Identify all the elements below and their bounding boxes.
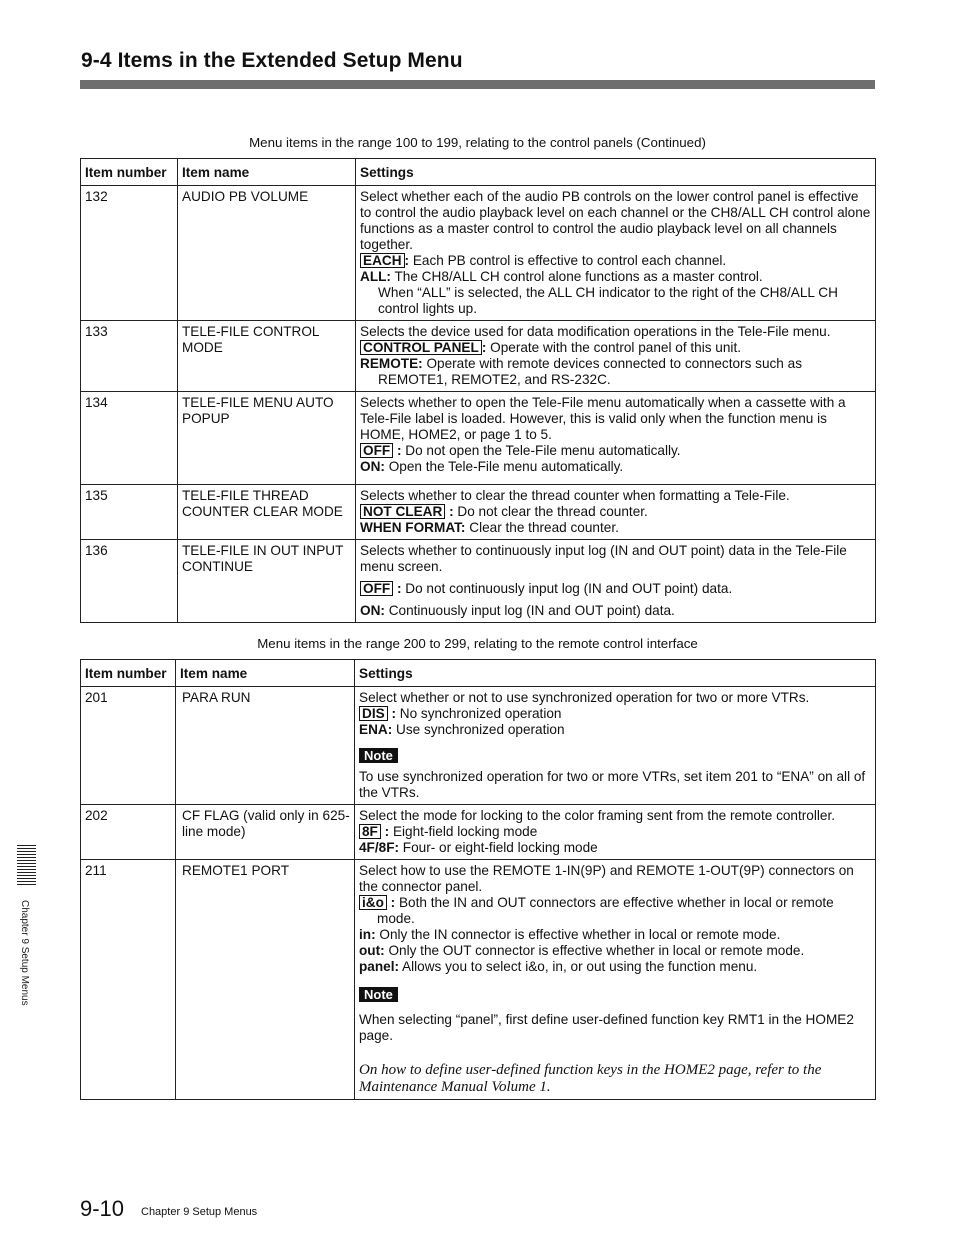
item-name: REMOTE1 PORT — [176, 860, 355, 1100]
setting-option: i&o : Both the IN and OUT connectors are effective whether in local or remote — [359, 895, 871, 911]
default-value-box: i&o — [359, 895, 387, 910]
col-header-settings: Settings — [355, 660, 876, 687]
note-label: Note — [359, 987, 398, 1002]
col-header-item-name: Item name — [178, 159, 356, 186]
table-row — [81, 485, 876, 540]
item-number: 201 — [81, 687, 176, 805]
setting-option: panel: Allows you to select i&o, in, or out using the function menu. — [359, 959, 758, 974]
item-name: TELE-FILE THREAD COUNTER CLEAR MODE — [178, 485, 356, 540]
setting-option: EACH : Each PB control is effective to control each channel. — [360, 253, 871, 269]
setting-option: 4F/8F: Four- or eight-field locking mode — [359, 840, 598, 855]
table2 — [80, 659, 876, 1100]
item-name: PARA RUN — [176, 687, 355, 805]
table-row — [81, 540, 876, 623]
item-number: 211 — [81, 860, 176, 1100]
setting-option: CONTROL PANEL : Operate with the control panel of this unit. — [360, 340, 871, 356]
item-settings — [355, 860, 876, 1100]
setting-description: Selects whether to clear the thread counter when formatting a Tele-File. — [360, 488, 790, 503]
setting-option: out: Only the OUT connector is effective whether in local or remote mode. — [359, 943, 805, 958]
setting-description: Select whether each of the audio PB controls on the lower control panel is effective to control the audio playback level on each channel or the CH8/ALL CH control alone functions as a master control to control the audio playback level on all channels together. — [360, 189, 871, 252]
note-text: To use synchronized operation for two or more VTRs, set item 201 to “ENA” on all of the VTRs. — [359, 769, 866, 800]
setting-option: ON: Continuously input log (IN and OUT point) data. — [360, 603, 675, 618]
setting-option: DIS : No synchronized operation — [359, 706, 871, 722]
chapter-tab-marker — [17, 845, 36, 887]
setting-option: NOT CLEAR : Do not clear the thread counter. — [360, 504, 871, 520]
setting-option: ON: Open the Tele-File menu automatically. — [360, 459, 624, 474]
setting-option: OFF : Do not open the Tele-File menu automatically. — [360, 443, 871, 459]
col-header-item-number: Item number — [81, 159, 178, 186]
item-number: 202 — [81, 805, 176, 860]
note-text: When selecting “panel”, first define user-defined function key RMT1 in the HOME2 page. — [359, 1012, 854, 1043]
setting-option-detail: mode. — [377, 911, 415, 926]
table1 — [80, 158, 876, 623]
page-number: 9-10 — [80, 1196, 125, 1221]
item-settings — [356, 321, 876, 392]
item-number: 132 — [81, 186, 178, 321]
setting-description: Selects whether to continuously input log (IN and OUT point) data in the Tele-File menu screen. — [360, 543, 847, 574]
footer-chapter-label: Chapter 9 Setup Menus — [141, 1206, 258, 1218]
setting-description: Selects the device used for data modification operations in the Tele-File menu. — [360, 324, 831, 339]
table-row — [81, 321, 876, 392]
setting-option-detail: REMOTE1, REMOTE2, and RS-232C. — [378, 372, 611, 387]
setting-option: REMOTE: Operate with remote devices connected to connectors such as — [360, 356, 803, 371]
col-header-item-number: Item number — [81, 660, 176, 687]
default-value-box: OFF — [360, 581, 393, 596]
default-value-box: DIS — [359, 706, 388, 721]
setting-description: Selects whether to open the Tele-File menu automatically when a cassette with a Tele-File label is loaded. However, this is valid only when the function menu is HOME, HOME2, or page 1 to 5. — [360, 395, 846, 442]
item-number: 136 — [81, 540, 178, 623]
item-settings — [356, 392, 876, 485]
default-value-box: 8F — [359, 824, 381, 839]
item-name: AUDIO PB VOLUME — [178, 186, 356, 321]
setting-option: WHEN FORMAT: Clear the thread counter. — [360, 520, 619, 535]
col-header-settings: Settings — [356, 159, 876, 186]
setting-description: Select how to use the REMOTE 1-IN(9P) and REMOTE 1-OUT(9P) connectors on the connector panel. — [359, 863, 854, 894]
table2-caption: Menu items in the range 200 to 299, relating to the remote control interface — [257, 636, 698, 651]
item-number: 133 — [81, 321, 178, 392]
item-settings — [355, 805, 876, 860]
section-heading: 9-4 Items in the Extended Setup Menu — [81, 49, 463, 72]
item-settings — [356, 485, 876, 540]
setting-option-detail: When “ALL” is selected, the ALL CH indicator to the right of the CH8/ALL CH control lights up. — [378, 285, 838, 316]
setting-description: Select whether or not to use synchronized operation for two or more VTRs. — [359, 690, 810, 705]
table-row — [81, 860, 876, 1100]
reference-text: On how to define user-defined function keys in the HOME2 page, refer to the Maintenance Manual Volume 1. — [359, 1062, 822, 1095]
table2-header-row — [81, 660, 876, 687]
setting-option: OFF : Do not continuously input log (IN and OUT point) data. — [360, 581, 871, 597]
note-label: Note — [359, 748, 398, 763]
side-chapter-label: Chapter 9 Setup Menus — [19, 900, 30, 1006]
table1-header-row — [81, 159, 876, 186]
setting-option: 8F : Eight-field locking mode — [359, 824, 871, 840]
item-settings — [356, 186, 876, 321]
item-name: CF FLAG (valid only in 625-line mode) — [176, 805, 355, 860]
table-row — [81, 687, 876, 805]
table-row — [81, 186, 876, 321]
setting-option: ALL: The CH8/ALL CH control alone functions as a master control. — [360, 269, 763, 284]
item-name: TELE-FILE CONTROL MODE — [178, 321, 356, 392]
item-settings — [355, 687, 876, 805]
setting-description: Select the mode for locking to the color framing sent from the remote controller. — [359, 808, 836, 823]
item-name: TELE-FILE MENU AUTO POPUP — [178, 392, 356, 485]
table-row — [81, 805, 876, 860]
col-header-item-name: Item name — [176, 660, 355, 687]
default-value-box: EACH — [360, 253, 405, 268]
setting-option: ENA: Use synchronized operation — [359, 722, 565, 737]
default-value-box: NOT CLEAR — [360, 504, 445, 519]
default-value-box: CONTROL PANEL — [360, 340, 482, 355]
heading-rule — [80, 80, 875, 89]
setting-option: in: Only the IN connector is effective whether in local or remote mode. — [359, 927, 781, 942]
item-number: 134 — [81, 392, 178, 485]
table1-caption: Menu items in the range 100 to 199, relating to the control panels (Continued) — [249, 135, 706, 150]
item-number: 135 — [81, 485, 178, 540]
default-value-box: OFF — [360, 443, 393, 458]
item-name: TELE-FILE IN OUT INPUT CONTINUE — [178, 540, 356, 623]
item-settings — [356, 540, 876, 623]
table-row — [81, 392, 876, 485]
